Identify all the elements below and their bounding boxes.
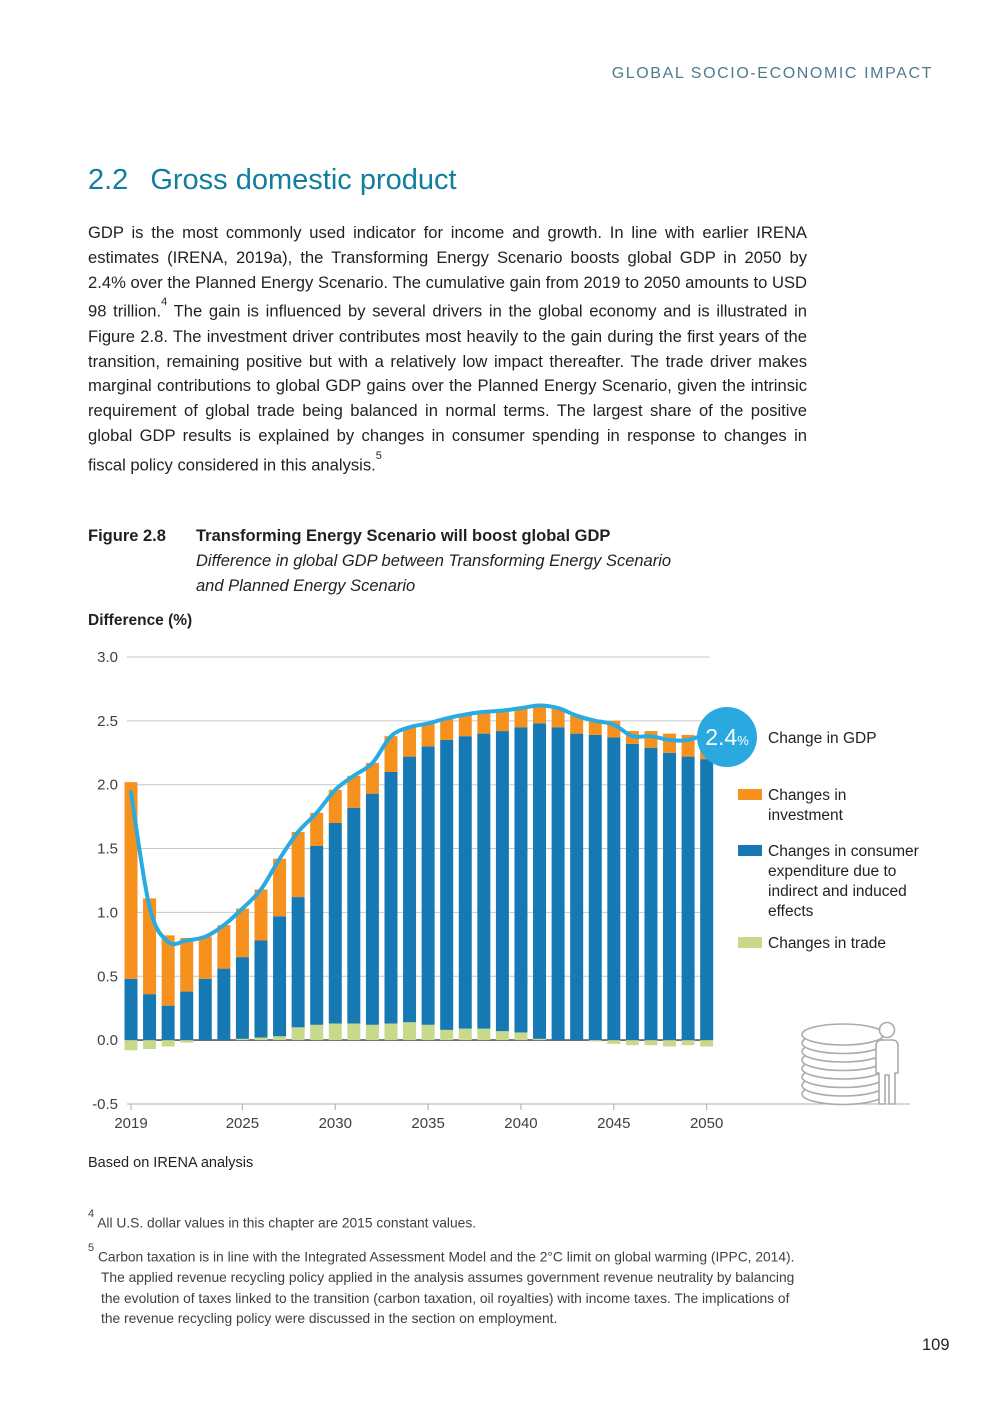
bar-segment bbox=[292, 832, 305, 897]
bar-segment bbox=[347, 1024, 360, 1041]
bar-segment bbox=[347, 808, 360, 1024]
bar-segment bbox=[310, 846, 323, 1025]
bar-segment bbox=[236, 909, 249, 958]
bar-segment bbox=[459, 736, 472, 1028]
bar-segment bbox=[496, 1031, 509, 1040]
bar-segment bbox=[552, 727, 565, 1040]
bar-segment bbox=[217, 925, 230, 968]
bar-segment bbox=[663, 734, 676, 753]
bar-segment bbox=[644, 748, 657, 1040]
bar-segment bbox=[254, 1038, 267, 1041]
legend-swatch-investment bbox=[738, 789, 762, 800]
page-number: 109 bbox=[922, 1336, 950, 1354]
bar-segment bbox=[292, 897, 305, 1027]
paragraph-text-1: GDP is the most commonly used indicator for income and growth. In line with earlier IRENA estimates (IRENA, 2019a), the Transforming Energy Scenario boosts global GDP in 2050 by 2.4% over the Planned Energy Scenario. The cumulative gain from 2019 to 2050 amounts to USD 98 trillion. bbox=[88, 223, 807, 321]
bar-segment bbox=[403, 1022, 416, 1040]
bar-segment bbox=[514, 727, 527, 1032]
legend-label-consumer-expenditure: Changes in consumer expenditure due to indirect and induced effects bbox=[768, 843, 919, 920]
legend-swatch-consumer-expenditure bbox=[738, 845, 762, 856]
running-header: GLOBAL SOCIO-ECONOMIC IMPACT bbox=[611, 65, 933, 82]
bar-segment bbox=[663, 1040, 676, 1046]
bar-segment bbox=[273, 1036, 286, 1040]
bar-segment bbox=[125, 1040, 138, 1050]
x-tick-label: 2030 bbox=[318, 1114, 352, 1132]
bar-segment bbox=[292, 1027, 305, 1040]
y-tick-label: 3.0 bbox=[97, 649, 118, 666]
bar-segment bbox=[143, 994, 156, 1040]
section-title: Gross domestic product bbox=[150, 164, 457, 196]
bar-segment bbox=[422, 1025, 435, 1040]
x-tick-label: 2035 bbox=[411, 1114, 445, 1132]
bar-segment bbox=[143, 1040, 156, 1049]
bar-segment bbox=[626, 744, 639, 1040]
figure-label: Figure 2.8 bbox=[88, 527, 166, 545]
gdp-change-callout-badge bbox=[697, 707, 757, 767]
bar-segment bbox=[496, 711, 509, 731]
bar-segment bbox=[477, 712, 490, 734]
bar-segment bbox=[162, 1040, 175, 1046]
bar-segment bbox=[477, 1029, 490, 1040]
bar-segment bbox=[533, 1039, 546, 1040]
y-tick-label: 2.5 bbox=[97, 712, 118, 730]
bar-segment bbox=[514, 1032, 527, 1040]
x-tick-label: 2050 bbox=[689, 1114, 724, 1132]
bar-segment bbox=[384, 772, 397, 1024]
bar-segment bbox=[700, 759, 713, 1040]
figure-subtitle-line2: and Planned Energy Scenario bbox=[196, 577, 416, 595]
legend-change-in-gdp: Change in GDP bbox=[768, 730, 877, 747]
bar-segment bbox=[514, 708, 527, 727]
bar-segment bbox=[180, 938, 193, 992]
bar-segment bbox=[700, 1040, 713, 1046]
legend-label-investment: Changes in investment bbox=[768, 787, 847, 824]
bar-segment bbox=[125, 979, 138, 1040]
y-axis-title: Difference (%) bbox=[88, 612, 193, 629]
bar-segment bbox=[199, 937, 212, 979]
y-tick-label: 2.0 bbox=[97, 776, 118, 794]
bar-segment bbox=[533, 706, 546, 724]
bar-segment bbox=[440, 740, 453, 1030]
y-tick-label: 1.0 bbox=[97, 904, 118, 922]
bar-segment bbox=[180, 1040, 193, 1043]
bar-segment bbox=[199, 979, 212, 1040]
bar-segment bbox=[533, 723, 546, 1038]
bar-segment bbox=[682, 757, 695, 1040]
figure-source-note: Based on IRENA analysis bbox=[88, 1155, 254, 1171]
bar-segment bbox=[162, 1006, 175, 1040]
y-tick-label: 1.5 bbox=[97, 840, 118, 858]
bar-segment bbox=[236, 1039, 249, 1040]
x-tick-label: 2040 bbox=[504, 1114, 538, 1132]
bar-segment bbox=[384, 1024, 397, 1041]
y-tick-label: -0.5 bbox=[92, 1095, 118, 1113]
x-tick-label: 2019 bbox=[114, 1114, 148, 1132]
footnote-4-marker: 4 bbox=[88, 1208, 95, 1220]
footnote-ref-4: 4 bbox=[161, 296, 168, 309]
footnote-5 bbox=[88, 1243, 810, 1330]
bar-segment bbox=[459, 714, 472, 736]
bar-segment bbox=[310, 1025, 323, 1040]
y-tick-label: 0.0 bbox=[97, 1032, 118, 1050]
bar-segment bbox=[366, 1025, 379, 1040]
footnote-4-text: All U.S. dollar values in this chapter are 2015 constant values. bbox=[94, 1215, 477, 1231]
y-tick-label: 0.5 bbox=[97, 968, 118, 986]
legend-label-trade: Changes in trade bbox=[768, 935, 887, 952]
x-tick-label: 2045 bbox=[597, 1114, 631, 1132]
bar-segment bbox=[607, 737, 620, 1040]
callout-unit: % bbox=[737, 733, 749, 748]
bar-segment bbox=[570, 734, 583, 1040]
bar-segment bbox=[477, 734, 490, 1029]
bar-segment bbox=[626, 1040, 639, 1045]
footnote-4 bbox=[88, 1209, 810, 1234]
figure-caption bbox=[88, 524, 671, 599]
figure-subtitle-line1: Difference in global GDP between Transforming Energy Scenario bbox=[196, 552, 672, 570]
bar-segment bbox=[459, 1029, 472, 1040]
coins-and-person-icon bbox=[797, 1009, 912, 1109]
bar-segment bbox=[589, 735, 602, 1040]
bar-segment bbox=[403, 727, 416, 756]
bar-segment bbox=[682, 1040, 695, 1045]
x-tick-label: 2025 bbox=[225, 1114, 260, 1132]
bar-segment bbox=[496, 731, 509, 1031]
bar-segment bbox=[607, 1040, 620, 1044]
legend-swatch-trade bbox=[738, 937, 762, 948]
bar-segment bbox=[254, 940, 267, 1037]
bar-segment bbox=[329, 1024, 342, 1041]
bar-segment bbox=[644, 731, 657, 748]
paragraph-text-2: The gain is influenced by several drivers in the global economy and is illustrated in Figure 2.8. The investment driver contributes most heavily to the gain during the first years of the transition, remaining positive but with a relatively low impact thereafter. The trade driver makes marginal contributions to global GDP gains over the Planned Energy Scenario, given the intrinsic requirement of global trade being balanced in normal terms. The largest share of the positive global GDP results is explained by changes in consumer spending in response to changes in fiscal policy considered in this analysis. bbox=[88, 301, 807, 475]
gdp-change-line bbox=[131, 706, 707, 945]
bar-segment bbox=[440, 1030, 453, 1040]
bar-segment bbox=[366, 794, 379, 1025]
footnote-5-marker: 5 bbox=[88, 1242, 95, 1255]
bar-segment bbox=[329, 823, 342, 1023]
callout-value: 2.4 bbox=[705, 723, 738, 750]
footnote-5-text: Carbon taxation is in line with the Integrated Assessment Model and the 2°C limit on global warming (IPPC, 2014). The applied revenue recycling policy applied in the analysis assumes government revenue neutrality by balancing the evolution of taxes linked to the transition (carbon taxation, oil royalties) with income taxes. The implications of the revenue recycling policy were discussed in the section on employment. bbox=[94, 1249, 795, 1327]
bar-segment bbox=[589, 1040, 602, 1041]
bar-segment bbox=[663, 753, 676, 1040]
bar-segment bbox=[422, 746, 435, 1024]
bar-segment bbox=[236, 957, 249, 1039]
figure-title: Transforming Energy Scenario will boost global GDP bbox=[196, 527, 611, 545]
bar-segment bbox=[273, 916, 286, 1036]
section-heading bbox=[88, 164, 457, 197]
bar-segment bbox=[403, 757, 416, 1023]
bar-segment bbox=[644, 1040, 657, 1045]
footnote-ref-5: 5 bbox=[375, 449, 382, 462]
bar-segment bbox=[217, 969, 230, 1041]
bar-segment bbox=[422, 723, 435, 746]
bar-segment bbox=[180, 992, 193, 1041]
section-number: 2.2 bbox=[88, 164, 129, 196]
footnotes-block bbox=[88, 1209, 810, 1339]
body-paragraph bbox=[88, 221, 807, 478]
